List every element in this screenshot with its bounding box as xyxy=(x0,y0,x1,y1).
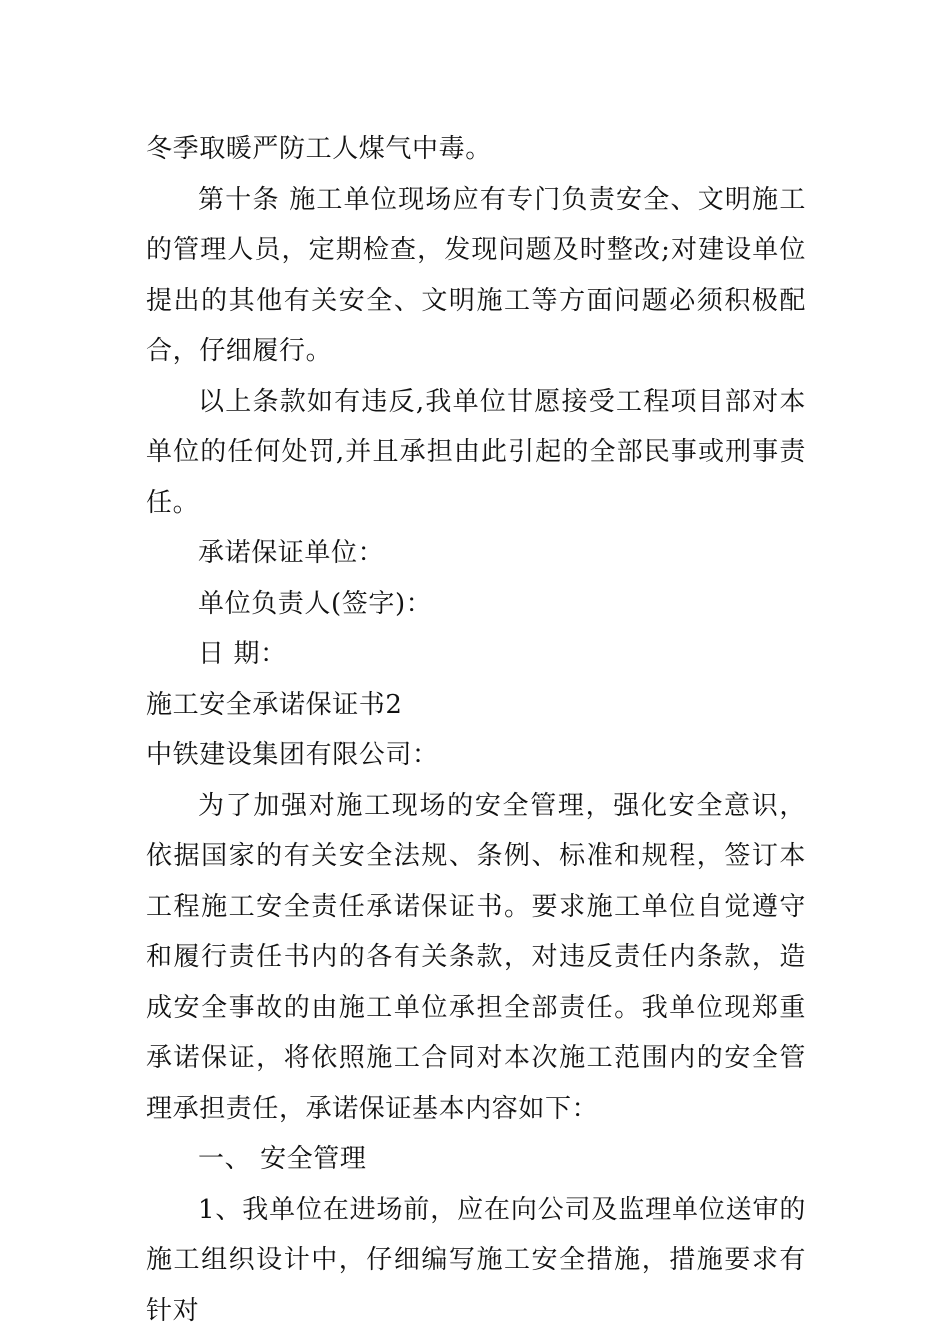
paragraph-heating-warning: 冬季取暖严防工人煤气中毒。 xyxy=(146,134,492,164)
signature-line-responsible-person: 单位负责人(签字)： xyxy=(198,588,433,619)
subheading-safety-management: 一、 安全管理 xyxy=(198,1144,367,1174)
paragraph-item-one: 1、我单位在进场前，应在向公司及监理单位送审的施工组织设计中，仔细编写施工安全措施，措施要求有针对 xyxy=(146,1194,806,1326)
paragraph-violation-clause: 以上条款如有违反,我单位甘愿接受工程项目部对本单位的任何处罚,并且承担由此引起的全部民事或刑事责任。 xyxy=(146,386,806,518)
paragraph-introduction: 为了加强对施工现场的安全管理，强化安全意识，依据国家的有关安全法规、条例、标准和规程，签订本工程施工安全责任承诺保证书。要求施工单位自觉遵守和履行责任书内的各有关条款，对违反责任内条款，造成安全事故的由施工单位承担全部责任。我单位现郑重承诺保证，将依照施工合同对本次施工范围内的安全管理承担责任，承诺保证基本内容如下： xyxy=(146,790,806,1124)
signature-line-unit: 承诺保证单位： xyxy=(198,538,385,568)
signature-line-date: 日 期： xyxy=(198,639,287,669)
section-title: 施工安全承诺保证书2 xyxy=(146,689,403,720)
document-body xyxy=(146,124,806,1336)
paragraph-article-ten: 第十条 施工单位现场应有专门负责安全、文明施工的管理人员，定期检查，发现问题及时整改;对建设单位提出的其他有关安全、文明施工等方面问题必须积极配合，仔细履行。 xyxy=(146,184,806,366)
addressee-line: 中铁建设集团有限公司： xyxy=(146,740,439,770)
